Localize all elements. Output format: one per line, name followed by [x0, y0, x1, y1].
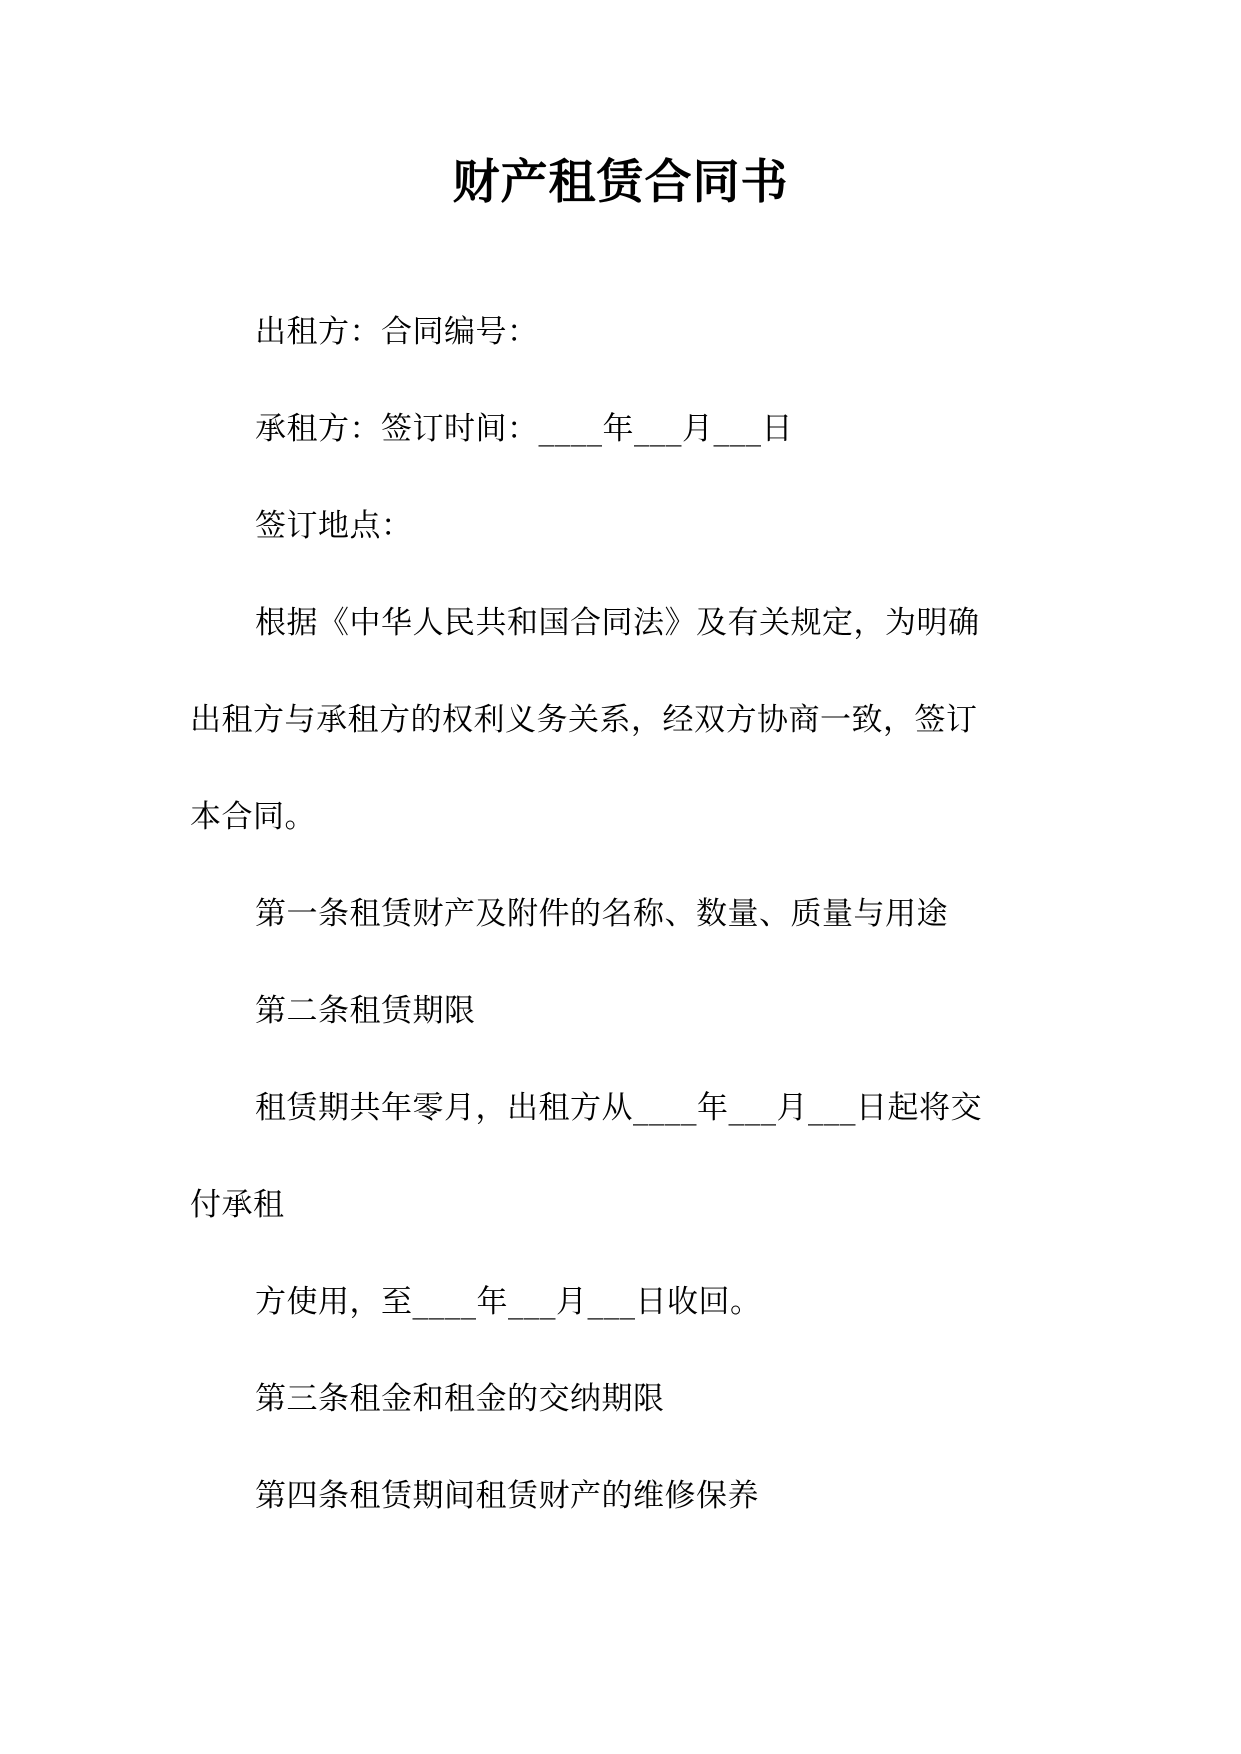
preamble-line-1: 根据《中华人民共和国合同法》及有关规定，为明确 [255, 605, 980, 641]
lease-term-line-3: 方使用，至____年___月___日收回。 [255, 1284, 762, 1320]
article-2-heading: 第二条租赁期限 [255, 993, 476, 1029]
preamble-line-3: 本合同。 [190, 799, 316, 835]
lease-term-line-1: 租赁期共年零月，出租方从____年___月___日起将交 [255, 1090, 982, 1126]
lessor-contract-number-line: 出租方：合同编号： [255, 314, 539, 350]
preamble-line-2: 出租方与承租方的权利义务关系，经双方协商一致，签订 [190, 702, 978, 738]
article-4-heading: 第四条租赁期间租赁财产的维修保养 [255, 1478, 759, 1514]
document-title: 财产租赁合同书 [452, 155, 789, 210]
lessee-signing-time-line: 承租方：签订时间：____年___月___日 [255, 411, 793, 447]
article-3-heading: 第三条租金和租金的交纳期限 [255, 1381, 665, 1417]
signing-place-line: 签订地点： [255, 508, 413, 544]
lease-term-line-2: 付承租 [190, 1187, 285, 1223]
article-1-heading: 第一条租赁财产及附件的名称、数量、质量与用途 [255, 896, 948, 932]
